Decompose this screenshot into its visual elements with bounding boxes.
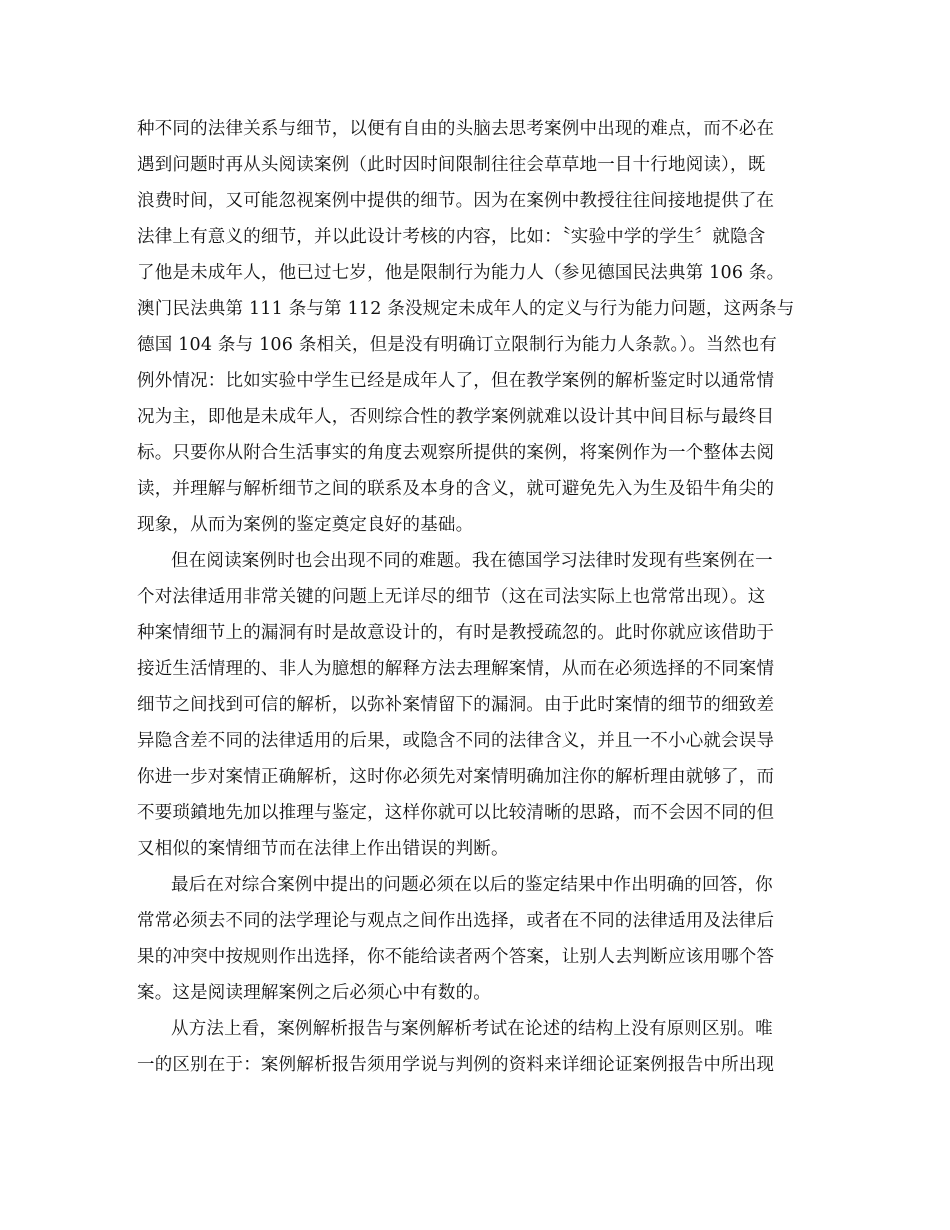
text-line: 况为主，即他是未成年人，否则综合性的教学案例就难以设计其中间目标与最终目 <box>137 407 775 427</box>
paragraph-first-line: 最后在对综合案例中提出的问题必须在以后的鉴定结果中作出明确的回答，你 <box>171 875 773 895</box>
text-line: 一的区别在于：案例解析报告须用学说与判例的资料来详细论证案例报告中所出现 <box>137 1055 775 1075</box>
text-line: 种不同的法律关系与细节，以便有自由的头脑去思考案例中出现的难点，而不必在 <box>137 119 775 139</box>
text-line: 异隐含差不同的法律适用的后果，或隐含不同的法律含义，并且一不小心就会误导 <box>137 731 775 751</box>
text-line: 读，并理解与解析细节之间的联系及本身的含义，就可避免先入为生及铅牛角尖的 <box>137 479 775 499</box>
text-line: 种案情细节上的漏洞有时是故意设计的，有时是教授疏忽的。此时你就应该借助于 <box>137 623 775 643</box>
text-line: 标。只要你从附合生活事实的角度去观察所提供的案例，将案例作为一个整体去阅 <box>137 443 775 463</box>
paragraph-first-line: 从方法上看，案例解析报告与案例解析考试在论述的结构上没有原则区别。唯 <box>171 1019 773 1039</box>
text-line: 了他是未成年人，他已过七岁，他是限制行为能力人（参见德国民法典第 106 条。 <box>137 263 785 283</box>
text-line: 个对法律适用非常关键的问题上无详尽的细节（这在司法实际上也常常出现）。这 <box>137 587 766 607</box>
text-line: 德国 104 条与 106 条相关，但是没有明确订立限制行为能力人条款。）。当然也有 <box>137 335 777 355</box>
text-line: 澳门民法典第 111 条与第 112 条没规定未成年人的定义与行为能力问题，这两条与 <box>137 299 795 319</box>
text-line: 接近生活情理的、非人为臆想的解释方法去理解案情，从而在必须选择的不同案情 <box>137 659 775 679</box>
text-line: 细节之间找到可信的解析，以弥补案情留下的漏洞。由于此时案情的细节的细致差 <box>137 695 775 715</box>
text-line: 果的冲突中按规则作出选择，你不能给读者两个答案，让别人去判断应该用哪个答 <box>137 947 775 967</box>
text-line: 例外情况：比如实验中学生已经是成年人了，但在教学案例的解析鉴定时以通常情 <box>137 371 775 391</box>
paragraph-first-line: 但在阅读案例时也会出现不同的难题。我在德国学习法律时发现有些案例在一 <box>171 551 773 571</box>
text-line: 常常必须去不同的法学理论与观点之间作出选择，或者在不同的法律适用及法律后 <box>137 911 775 931</box>
text-line: 案。这是阅读理解案例之后必须心中有数的。 <box>137 983 491 1003</box>
text-line: 现象，从而为案例的鉴定奠定良好的基础。 <box>137 515 474 535</box>
text-line: 你进一步对案情正确解析，这时你必须先对案情明确加注你的解析理由就够了，而 <box>137 767 775 787</box>
text-line: 不要琐鐼地先加以推理与鉴定，这样你就可以比较清晰的思路，而不会因不同的但 <box>137 803 775 823</box>
text-line: 遇到问题时再从头阅读案例（此时因时间限制往往会草草地一目十行地阅读），既 <box>137 155 766 175</box>
text-line: 法律上有意义的细节，并以此设计考核的内容，比如：〝实验中学的学生〞就隐含 <box>137 227 766 247</box>
text-line: 又相似的案情细节而在法律上作出错误的判断。 <box>137 839 509 859</box>
text-line: 浪费时间，又可能忽视案例中提供的细节。因为在案例中教授往往间接地提供了在 <box>137 191 775 211</box>
